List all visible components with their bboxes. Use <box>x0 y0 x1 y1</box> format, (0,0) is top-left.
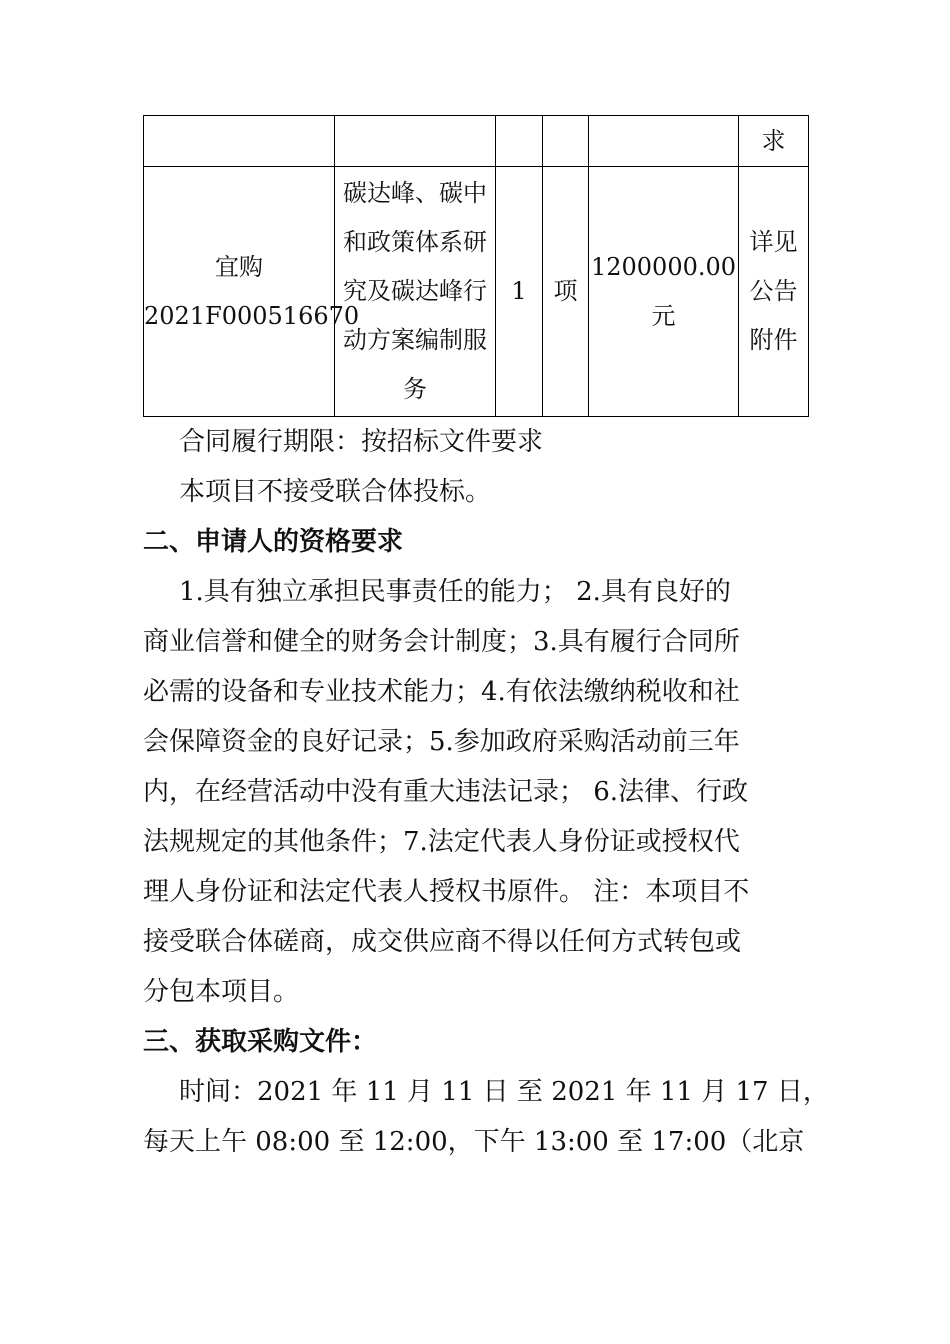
project-name-line: 究及碳达峰行 <box>343 277 487 305</box>
budget-amount-cell <box>589 167 739 417</box>
requirement-line: 公告 <box>749 277 798 305</box>
qualification-line: 理人身份证和法定代表人授权书原件。 注：本项目不 <box>143 877 750 907</box>
qualification-line: 商业信誉和健全的财务会计制度；3.具有履行合同所 <box>143 627 740 657</box>
budget-amount-unit: 元 <box>651 301 676 330</box>
qualification-requirements <box>143 567 813 1017</box>
qualification-line: 内，在经营活动中没有重大违法记录； 6.法律、行政 <box>143 777 749 807</box>
quantity-cell <box>496 167 543 417</box>
unit-value: 项 <box>553 277 578 305</box>
table-row <box>144 116 809 167</box>
requirement-line: 附件 <box>749 326 798 354</box>
table-cell-requirement-tail <box>739 116 809 167</box>
unit-cell <box>543 167 589 417</box>
section-2-heading: 二、申请人的资格要求 <box>143 527 404 557</box>
qualification-line: 1.具有独立承担民事责任的能力； 2.具有良好的 <box>179 577 731 607</box>
requirement-line: 详见 <box>749 228 798 256</box>
project-name-line: 碳达峰、碳中 <box>343 179 487 207</box>
qualification-line: 必需的设备和专业技术能力；4.有依法缴纳税收和社 <box>143 677 740 707</box>
project-name-line: 和政策体系研 <box>343 228 487 256</box>
qualification-line: 会保障资金的良好记录；5.参加政府采购活动前三年 <box>143 727 740 757</box>
budget-amount-value: 1200000.00 <box>590 252 737 281</box>
contract-period-text: 合同履行期限：按招标文件要求 <box>179 427 544 457</box>
project-id-number: 2021F000516670 <box>144 301 360 330</box>
qualification-line: 接受联合体磋商，成交供应商不得以任何方式转包或 <box>143 927 742 957</box>
project-name-line: 务 <box>403 375 427 403</box>
no-consortium-text: 本项目不接受联合体投标。 <box>179 477 492 507</box>
project-name-cell <box>335 167 496 417</box>
requirement-cell <box>739 167 809 417</box>
table-cell-empty <box>589 116 739 167</box>
table-cell-empty <box>543 116 589 167</box>
table-cell-empty <box>496 116 543 167</box>
acquisition-time <box>143 1067 829 1167</box>
project-id-prefix: 宜购 <box>215 252 263 281</box>
requirement-tail-text: 求 <box>761 127 786 155</box>
qualification-line: 法规规定的其他条件；7.法定代表人身份证或授权代 <box>143 827 740 857</box>
acquisition-time-line: 时间：2021 年 11 月 11 日 至 2021 年 11 月 17 日， <box>179 1077 829 1107</box>
acquisition-time-line: 每天上午 08:00 至 12:00，下午 13:00 至 17:00（北京 <box>143 1127 805 1157</box>
procurement-table <box>143 115 809 417</box>
table-cell-empty <box>144 116 335 167</box>
project-id-cell <box>144 167 360 417</box>
table-cell-empty <box>335 116 496 167</box>
section-3-heading: 三、获取采购文件： <box>143 1027 378 1057</box>
project-name-line: 动方案编制服 <box>343 326 487 354</box>
table-row <box>144 167 809 417</box>
quantity-value: 1 <box>511 277 527 305</box>
qualification-line: 分包本项目。 <box>143 977 300 1007</box>
